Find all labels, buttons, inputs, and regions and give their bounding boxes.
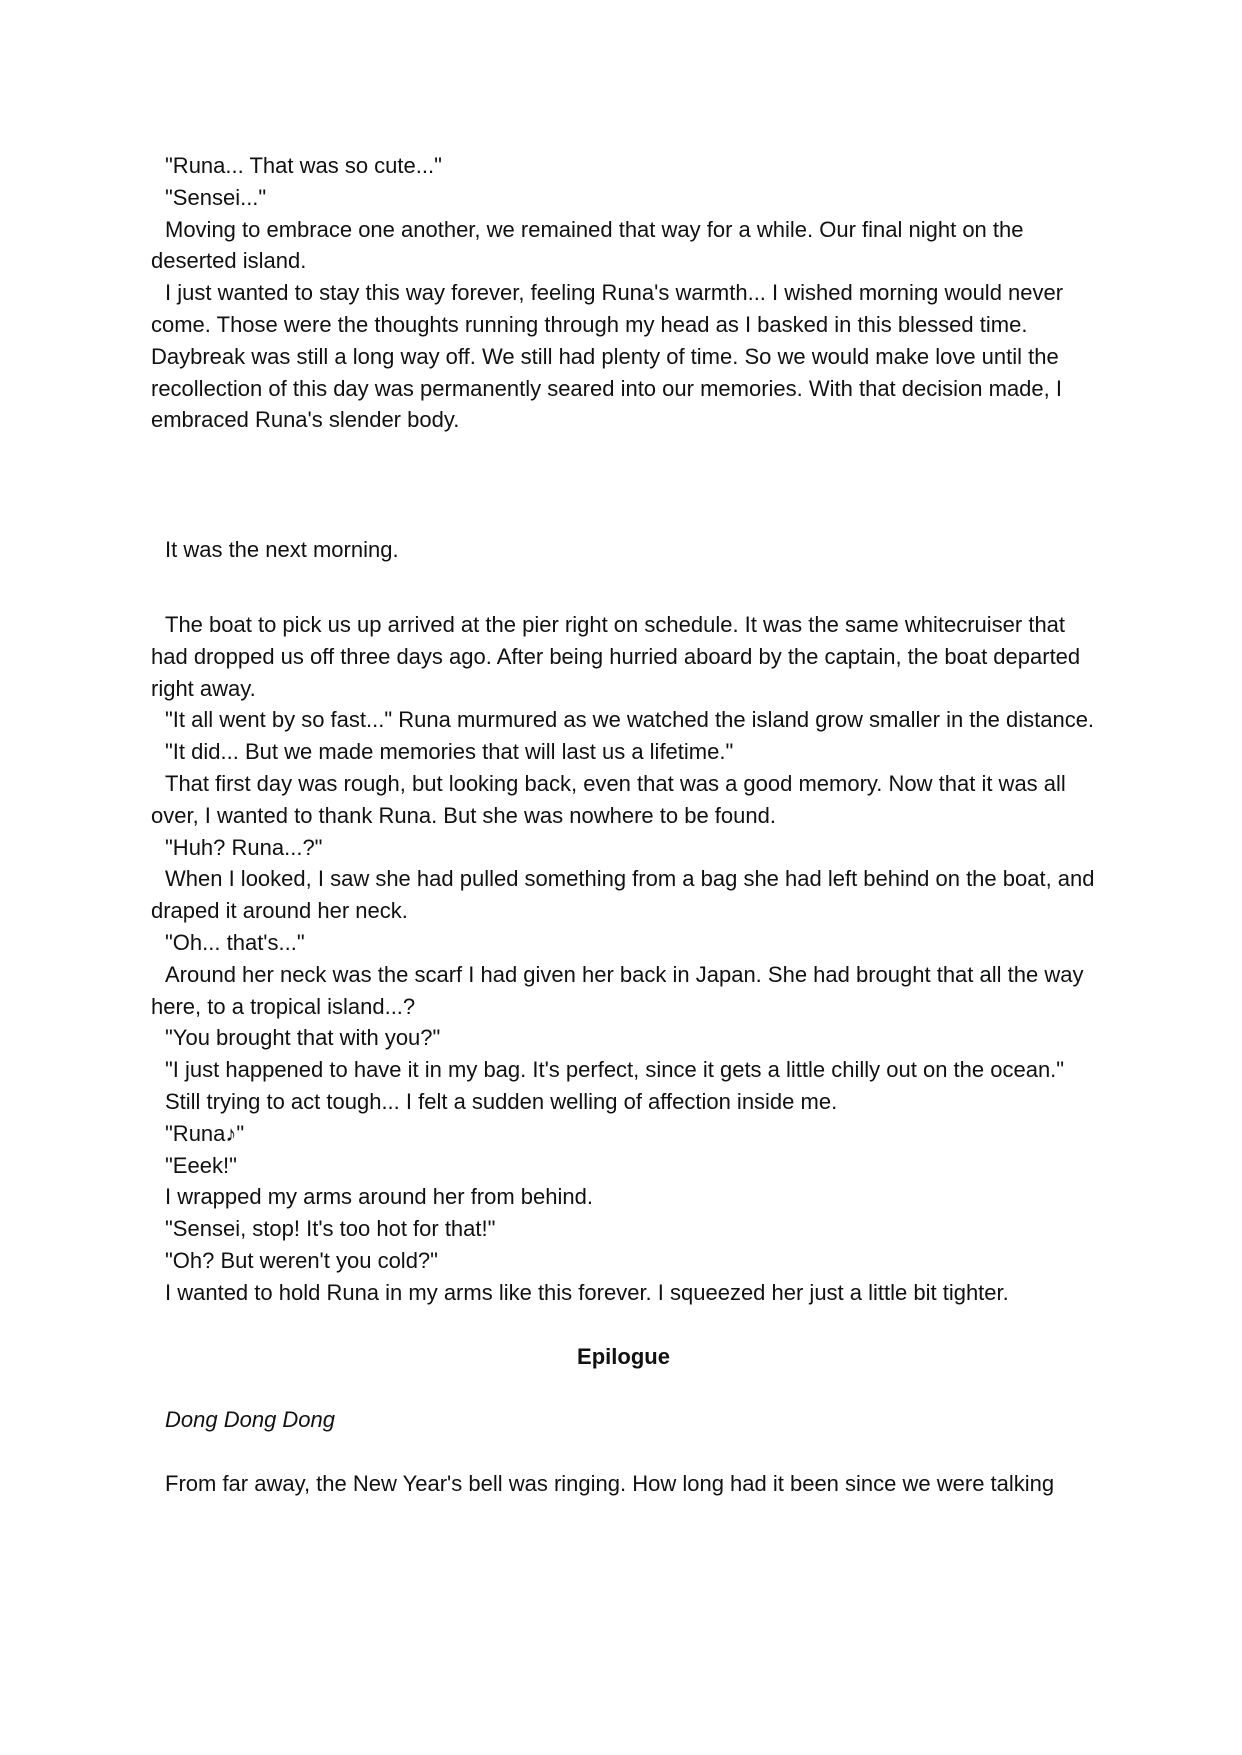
paragraph: I wanted to hold Runa in my arms like this forever. I squeezed her just a little bit tighter. [165, 1279, 1009, 1305]
paragraph: The boat to pick us up arrived at the pier right on schedule. It was the same whitecruiser that had dropped us off three days ago. After being hurried aboard by the captain, the boat departed right away. [151, 611, 1081, 701]
paragraph: "Huh? Runa...?" [165, 834, 323, 860]
paragraph: I wrapped my arms around her from behind. [165, 1184, 593, 1210]
epilogue-heading: Epilogue [577, 1343, 670, 1369]
paragraph: Still trying to act tough... I felt a sudden welling of affection inside me. [165, 1088, 838, 1114]
paragraph: "I just happened to have it in my bag. It's perfect, since it gets a little chilly out on the ocean." [165, 1057, 1065, 1083]
paragraph: I just wanted to stay this way forever, feeling Runa's warmth... I wished morning would never come. Those were the thoughts running through my head as I basked in this blessed time. Daybreak was still a long way off. We still had plenty of time. So we would make love until the recollection of this day was permanently seared into our memories. With that decision made, I embraced Runa's slender body. [151, 280, 1064, 433]
paragraph: Around her neck was the scarf I had given her back in Japan. She had brought that all the way here, to a tropical island...? [151, 961, 1084, 1019]
paragraph: "Runa♪" [165, 1120, 245, 1146]
paragraph: "Oh... that's..." [165, 929, 305, 955]
paragraph: "Runa... That was so cute..." [165, 153, 442, 178]
document-page [151, 150, 1096, 1500]
paragraph: From far away, the New Year's bell was ringing. How long had it been since we were talking [165, 1471, 1055, 1497]
paragraph: Moving to embrace one another, we remained that way for a while. Our final night on the deserted island. [151, 216, 1024, 274]
paragraph: That first day was rough, but looking back, even that was a good memory. Now that it was all over, I wanted to thank Runa. But she was nowhere to be found. [151, 770, 1066, 828]
paragraph: When I looked, I saw she had pulled something from a bag she had left behind on the boat, and draped it around her neck. [151, 866, 1095, 924]
sound-effect: Dong Dong Dong [165, 1407, 336, 1433]
section-break [151, 566, 1096, 598]
paragraph: "You brought that with you?" [165, 1025, 441, 1051]
paragraph: It was the next morning. [165, 537, 399, 563]
paragraph: "Eeek!" [165, 1152, 237, 1178]
paragraph: "Sensei..." [165, 184, 267, 210]
paragraph: "Sensei, stop! It's too hot for that!" [165, 1216, 496, 1242]
paragraph: "It all went by so fast..." Runa murmured as we watched the island grow smaller in the distance. [165, 707, 1095, 733]
paragraph: "Oh? But weren't you cold?" [165, 1247, 438, 1273]
section-break [151, 436, 1096, 534]
paragraph: "It did... But we made memories that will last us a lifetime." [165, 739, 734, 765]
